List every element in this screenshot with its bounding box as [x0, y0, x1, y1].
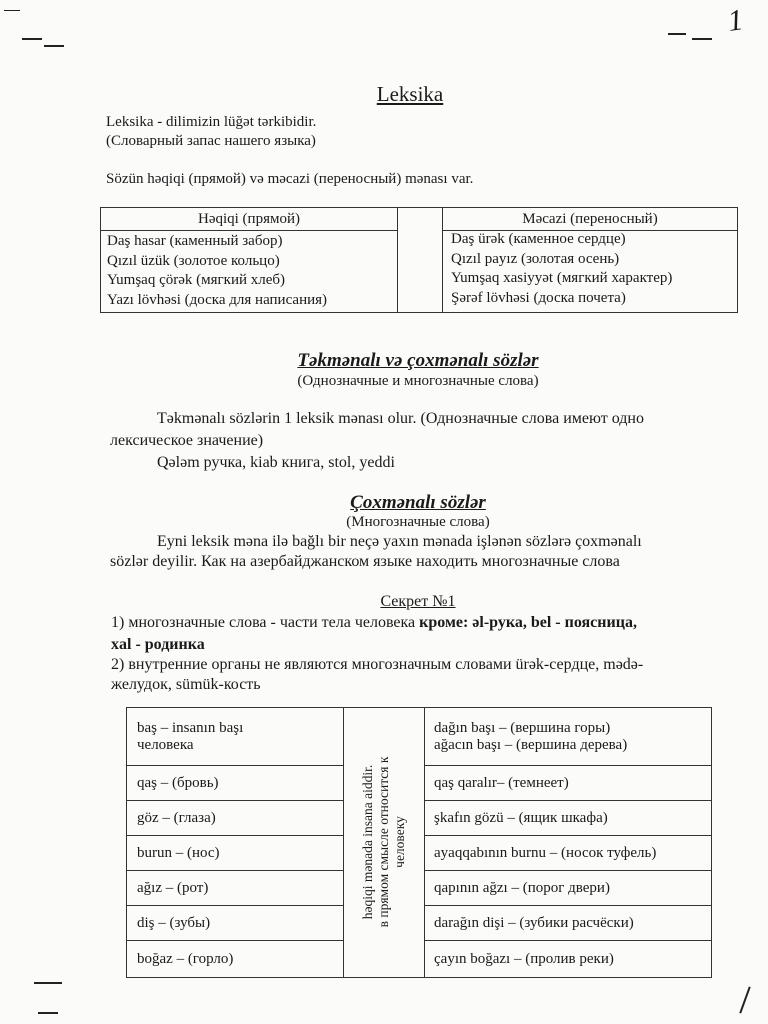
- rule-text: 1) многозначные слова - части тела человека: [111, 614, 420, 631]
- rule-line: xal - родинка: [111, 636, 205, 653]
- secret-heading: Секрет №1: [380, 593, 456, 610]
- scan-mark: [668, 33, 686, 35]
- cell-line: ağacın başı – (вершина дерева): [434, 736, 628, 753]
- figurative-column: [443, 208, 737, 312]
- table-cell: qaş qaralır– (темнеет): [424, 766, 711, 801]
- table-cell: qaş – (бровь): [127, 766, 343, 801]
- rotated-note: [360, 757, 408, 928]
- table-cell: şkafın gözü – (ящик шкафа): [424, 801, 711, 836]
- table-row: Yazı lövhəsi (доска для написания): [107, 291, 328, 308]
- literal-meaning-column: [127, 708, 343, 977]
- section-subtitle: (Многозначные слова): [346, 514, 490, 530]
- table-row: Qızıl payız (золотая осень): [451, 250, 620, 267]
- rotated-note-line: в прямом смысле относится к: [376, 756, 391, 928]
- cell-line: dağın başı – (вершина горы): [434, 719, 611, 736]
- table-row: Daş ürək (каменное сердце): [451, 231, 626, 247]
- intro-line: (Словарный запас нашего языка): [106, 133, 316, 149]
- literal-column: [101, 208, 398, 312]
- scan-mark: [4, 10, 20, 11]
- scan-mark: [44, 45, 64, 47]
- literal-header: Həqiqi (прямой): [101, 208, 397, 231]
- rotated-note-column: [343, 708, 425, 977]
- scan-mark: [22, 38, 42, 40]
- scan-mark: [692, 38, 712, 40]
- paragraph-line: Eyni leksik məna ilə bağlı bir neçə yaxın mənada işlənən sözlərə çoxmənalı: [157, 533, 642, 550]
- table-row: Şərəf lövhəsi (доска почета): [451, 289, 626, 306]
- table-row: Qızıl üzük (золотое кольцо): [107, 252, 280, 269]
- scan-mark: [34, 982, 62, 984]
- table-cell: ayaqqabının burnu – (носок туфель): [424, 836, 711, 871]
- rule-line: желудок, sümük-кость: [111, 676, 261, 693]
- rule-line: 2) внутренние органы не являются многозначным словами ürək-сердце, mədə-: [111, 656, 644, 673]
- body-parts-table: [126, 707, 712, 978]
- table-cell: darağın dişi – (зубики расчёски): [424, 906, 711, 941]
- meaning-line: Sözün həqiqi (прямой) və məcazi (переносный) mənası var.: [106, 171, 474, 187]
- figurative-meaning-column: [424, 708, 711, 977]
- paragraph-line: Təkmənalı sözlərin 1 leksik mənası olur. (Однозначные слова имеют одно: [157, 410, 644, 427]
- paragraph-line: лексическое значение): [110, 432, 264, 449]
- table-cell: qapının ağzı – (порог двери): [424, 871, 711, 906]
- example-line: Qələm ручка, kiab книга, stol, yeddi: [157, 454, 395, 471]
- rotated-note-line: həqiqi mənada insana aiddir.: [360, 764, 375, 920]
- cell-line: baş – insanın başı: [137, 719, 244, 736]
- table-cell: burun – (нос): [127, 836, 343, 871]
- table-cell: [127, 708, 343, 766]
- rotated-note-line: человеку: [392, 816, 407, 868]
- table-cell: diş – (зубы): [127, 906, 343, 941]
- table-row: Yumşaq çörək (мягкий хлеб): [107, 272, 286, 288]
- literal-rows: [107, 232, 327, 310]
- literal-figurative-table: [100, 207, 738, 313]
- scan-mark: [739, 987, 750, 1014]
- rule-exception: кроме: əl-рука, bel - поясница,: [419, 614, 637, 631]
- cell-line: человека: [137, 736, 194, 753]
- table-cell: ağız – (рот): [127, 871, 343, 906]
- intro-line: Leksika - dilimizin lüğət tərkibidir.: [106, 114, 317, 130]
- page-number: 1: [725, 3, 746, 38]
- page-title: Leksika: [376, 82, 444, 106]
- scan-mark: [38, 1012, 58, 1014]
- empty-column: [398, 208, 443, 312]
- table-cell: çayın boğazı – (пролив реки): [434, 950, 614, 967]
- table-cell: [424, 708, 711, 766]
- figurative-header: Məcazi (переносный): [443, 208, 737, 231]
- figurative-rows: [451, 230, 672, 308]
- section-heading: Çoxmənalı sözlər: [350, 492, 486, 513]
- section-subtitle: (Однозначные и многозначные слова): [297, 373, 539, 389]
- section-heading: Təkmənalı və çoxmənalı sözlər: [297, 350, 539, 371]
- table-cell: göz – (глаза): [127, 801, 343, 836]
- table-row: Yumşaq xasiyyət (мягкий характер): [451, 270, 673, 286]
- paragraph-line: sözlər deyilir. Как на азербайджанском языке находить многозначные слова: [110, 553, 620, 570]
- table-row: Daş hasar (каменный забор): [107, 233, 283, 249]
- table-cell: boğaz – (горло): [137, 950, 234, 967]
- rule-line: [111, 614, 637, 632]
